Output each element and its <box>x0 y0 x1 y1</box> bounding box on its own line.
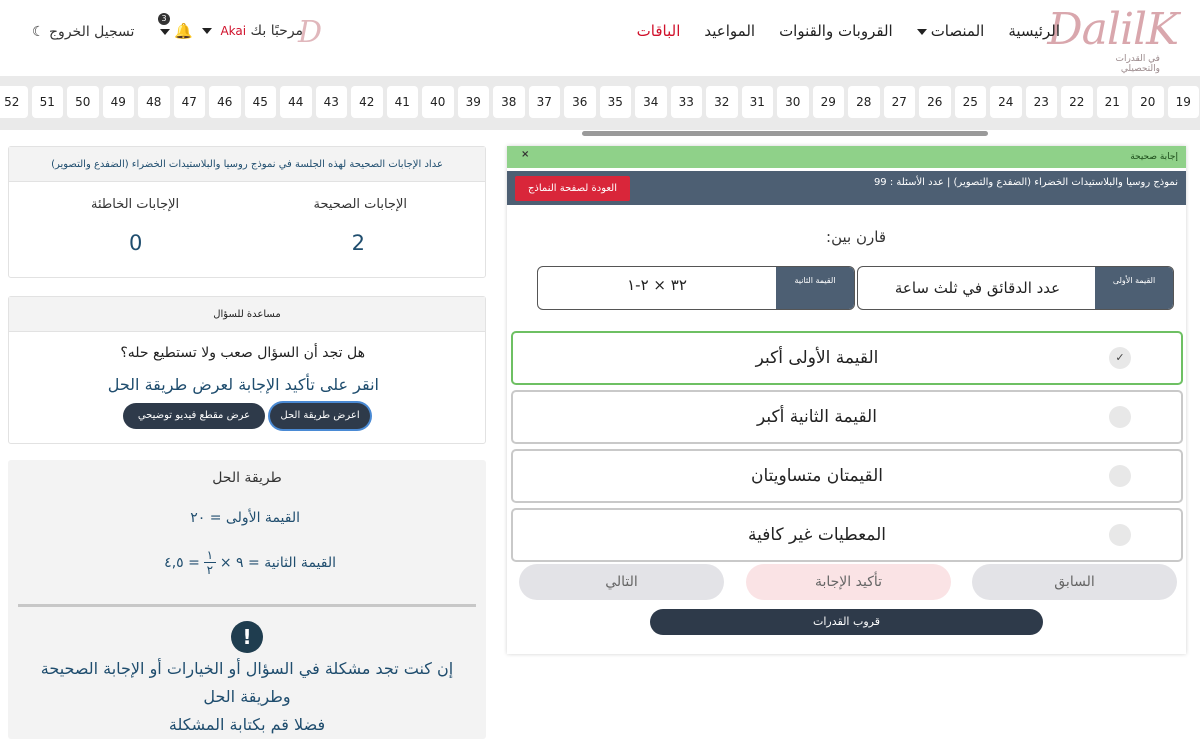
correct-answer-alert <box>507 146 1186 168</box>
nav-groups[interactable]: القروبات والقنوات <box>779 22 893 40</box>
divider <box>18 604 476 607</box>
question-number-button[interactable]: 36 <box>564 86 596 118</box>
answer-option[interactable] <box>511 331 1183 385</box>
model-title: نموذج روسيا والبلاستيدات الخضراء (الضفدع والتصوير) | عدد الأسئلة : 99 <box>873 177 1178 188</box>
question-number-button[interactable]: 28 <box>848 86 880 118</box>
question-number-button[interactable]: 19 <box>1168 86 1200 118</box>
question-number-button[interactable]: 48 <box>138 86 170 118</box>
nav-packages[interactable]: الباقات <box>636 22 681 40</box>
correct-alert-text: إجابة صحيحة <box>1130 152 1178 162</box>
report-line-2[interactable]: فضلا قم بكتابة المشكلة <box>168 715 326 734</box>
question-number-button[interactable]: 22 <box>1061 86 1093 118</box>
welcome-text: مرحبًا بك <box>250 23 304 39</box>
logout-button[interactable] <box>24 24 134 40</box>
question-number-button[interactable]: 43 <box>316 86 348 118</box>
user-area <box>0 15 360 51</box>
nav-platforms-label: المنصات <box>930 22 985 40</box>
option-label: القيمتان متساويتان <box>751 466 883 486</box>
question-number-button[interactable]: 52 <box>0 86 28 118</box>
site-logo[interactable] <box>1047 2 1190 74</box>
nav-appointments[interactable]: المواعيد <box>704 22 756 40</box>
question-number-button[interactable]: 37 <box>529 86 561 118</box>
question-panel <box>507 146 1186 654</box>
exclamation-icon: ! <box>231 621 263 653</box>
question-number-button[interactable]: 29 <box>813 86 845 118</box>
answers-counter-card <box>8 146 486 278</box>
logo-text: DalilK <box>1047 4 1178 55</box>
question-number-button[interactable]: 39 <box>458 86 490 118</box>
first-value-text: عدد الدقائق في ثلث ساعة <box>894 279 1061 297</box>
solution-panel <box>8 460 486 739</box>
answer-option[interactable] <box>511 390 1183 444</box>
second-value-box <box>537 266 855 310</box>
solution-line-2-prefix: القيمة الثانية = ٩ × <box>219 554 336 571</box>
question-number-button[interactable]: 32 <box>706 86 738 118</box>
answer-option[interactable] <box>511 508 1183 562</box>
question-number-button[interactable]: 27 <box>884 86 916 118</box>
correct-answers-label: الإجابات الصحيحة <box>313 197 407 212</box>
wrong-answers-count: 0 <box>129 231 143 255</box>
question-number-button[interactable]: 40 <box>422 86 454 118</box>
question-number-button[interactable]: 21 <box>1097 86 1129 118</box>
user-menu[interactable] <box>202 23 303 39</box>
question-number-button[interactable]: 47 <box>174 86 206 118</box>
question-number-button[interactable]: 38 <box>493 86 525 118</box>
first-value-box <box>857 266 1174 310</box>
fraction <box>204 548 216 577</box>
moon-icon[interactable]: ☾ <box>32 24 45 40</box>
question-number-button[interactable]: 34 <box>635 86 667 118</box>
question-number-button[interactable]: 45 <box>245 86 277 118</box>
question-number-strip <box>0 76 1200 130</box>
question-number-button[interactable]: 51 <box>32 86 64 118</box>
confirm-answer-button[interactable]: تأكيد الإجابة <box>746 564 951 600</box>
option-label: القيمة الثانية أكبر <box>757 407 877 427</box>
question-number-button[interactable]: 44 <box>280 86 312 118</box>
back-to-models-button[interactable]: العودة لصفحة النماذج <box>515 176 630 201</box>
navigation-buttons <box>517 564 1177 600</box>
wrong-answers-label: الإجابات الخاطئة <box>91 197 180 212</box>
question-number-button[interactable]: 50 <box>67 86 99 118</box>
notification-badge: 3 <box>158 13 170 25</box>
question-number-button[interactable]: 23 <box>1026 86 1058 118</box>
question-number-button[interactable]: 35 <box>600 86 632 118</box>
check-icon: ✓ <box>1109 347 1131 369</box>
chevron-down-icon <box>917 29 927 35</box>
show-video-button[interactable]: عرض مقطع فيديو توضيحي <box>123 403 265 429</box>
nav-platforms[interactable] <box>917 22 985 40</box>
nav-home[interactable]: الرئيسية <box>1008 22 1060 40</box>
user-name: Akai <box>220 24 247 38</box>
solution-line-2 <box>164 548 336 577</box>
help-question: هل تجد أن السؤال صعب ولا تستطيع حله؟ <box>120 345 365 361</box>
correct-answers-count: 2 <box>351 231 365 255</box>
bell-icon[interactable]: 🔔 <box>160 22 193 40</box>
user-logo-icon: D <box>298 15 323 50</box>
help-title: مساعدة للسؤال <box>9 297 485 332</box>
question-number-button[interactable]: 30 <box>777 86 809 118</box>
question-number-button[interactable]: 33 <box>671 86 703 118</box>
solution-line-2-result: = ٤,٥ <box>164 554 200 571</box>
second-value-text: ٣٢ × ٢-١ <box>627 276 687 294</box>
close-icon[interactable]: × <box>521 149 530 160</box>
question-help-card <box>8 296 486 444</box>
question-number-button[interactable]: 41 <box>387 86 419 118</box>
answer-option[interactable] <box>511 449 1183 503</box>
question-number-button[interactable]: 42 <box>351 86 383 118</box>
question-number-button[interactable]: 26 <box>919 86 951 118</box>
logo-subtitle: في القدرات والتحصيلي <box>1115 54 1160 74</box>
option-label: القيمة الأولى أكبر <box>755 348 879 368</box>
counter-title: عداد الإجابات الصحيحة لهذه الجلسة في نموذج روسيا والبلاستيدات الخضراء (الضفدع والتصوير) <box>9 147 485 182</box>
chevron-down-icon <box>202 28 212 34</box>
solution-line-1: القيمة الأولى = ٢٠ <box>190 510 300 526</box>
logout-label: تسجيل الخروج <box>49 24 135 40</box>
question-number-list <box>0 86 1199 118</box>
main-nav <box>637 22 1060 40</box>
first-value-label: القيمة الأولى <box>1095 267 1173 309</box>
help-hint: انقر على تأكيد الإجابة لعرض طريقة الحل <box>107 375 379 394</box>
question-number-button[interactable]: 31 <box>742 86 774 118</box>
chevron-down-icon <box>160 29 170 35</box>
report-line-1: إن كنت تجد مشكلة في السؤال أو الخيارات أو الإجابة الصحيحة وطريقة الحل <box>40 659 454 706</box>
solution-title: طريقة الحل <box>212 470 282 486</box>
compare-label: قارن بين: <box>826 228 886 246</box>
question-number-button[interactable]: 20 <box>1132 86 1164 118</box>
question-number-button[interactable]: 24 <box>990 86 1022 118</box>
question-header <box>507 171 1186 205</box>
question-number-button[interactable]: 49 <box>103 86 135 118</box>
report-problem-text <box>8 655 486 739</box>
question-number-button[interactable]: 25 <box>955 86 987 118</box>
question-number-button[interactable]: 46 <box>209 86 241 118</box>
option-label: المعطيات غير كافية <box>747 525 887 545</box>
fraction-denominator: ٢ <box>206 563 214 577</box>
fraction-numerator: ١ <box>206 548 214 562</box>
show-solution-button[interactable]: اعرض طريقة الحل <box>270 403 370 429</box>
horizontal-scrollbar[interactable] <box>582 131 988 136</box>
previous-button[interactable]: السابق <box>972 564 1177 600</box>
next-button[interactable]: التالي <box>519 564 724 600</box>
top-navbar <box>0 0 1200 74</box>
abilities-group-button[interactable]: قروب القدرات <box>650 609 1043 635</box>
second-value-label: القيمة الثانية <box>776 267 854 309</box>
